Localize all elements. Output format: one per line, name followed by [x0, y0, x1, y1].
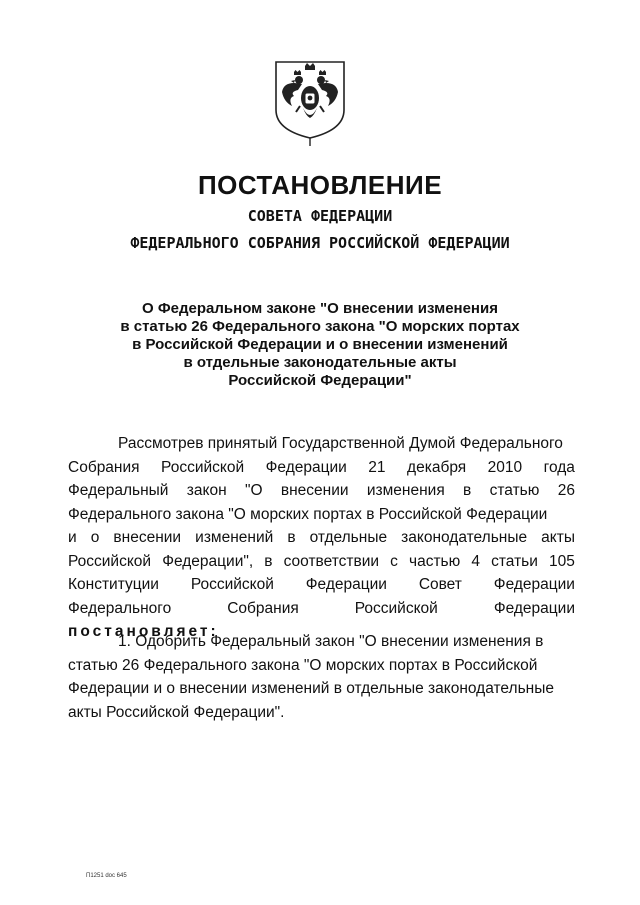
word: с — [390, 552, 398, 570]
coat-of-arms-emblem — [272, 58, 348, 148]
word: Федерации", — [162, 552, 254, 570]
document-subtitle-line1: СОВЕТА ФЕДЕРАЦИИ — [247, 207, 393, 225]
document-title: ПОСТАНОВЛЕНИЕ — [197, 170, 443, 200]
word: 26 — [557, 482, 575, 499]
word: о — [90, 529, 100, 546]
word: соответствии — [283, 552, 380, 570]
paragraph-line: Рассмотрев принятый Государственной Думой Федерального — [118, 435, 563, 452]
paragraph-line: Федерального закона "О морских портах в Российской Федерации — [68, 505, 548, 523]
word: Российской — [190, 576, 274, 593]
word: года — [543, 458, 575, 476]
word: Федерации — [493, 599, 575, 617]
paragraph-line: 1. Одобрить Федеральный закон "О внесении изменения в — [118, 633, 544, 650]
heading-line: в отдельные законодательные акты — [183, 354, 457, 371]
document-footer-code: П1251 doc 645 — [86, 873, 127, 879]
word: внесении — [113, 529, 182, 546]
heading-line: в статью 26 Федерального закона "О морских портах — [120, 318, 520, 335]
paragraph-line — [68, 526, 575, 550]
word: частью — [409, 552, 461, 570]
word: статьи — [491, 552, 538, 570]
resolves-word: постановляет: — [68, 623, 219, 640]
word: и — [68, 529, 77, 546]
word: Федерации — [493, 576, 575, 593]
word: 21 — [368, 458, 386, 476]
heading-line: О Федеральном законе "О внесении изменения — [142, 300, 498, 317]
word: Собрания — [227, 599, 299, 617]
word: в — [264, 552, 273, 570]
word: Федеральный — [68, 482, 169, 499]
paragraph-line: акты Российской Федерации". — [68, 703, 285, 721]
heading-line: Российской Федерации" — [228, 372, 412, 389]
word: в — [287, 529, 296, 546]
heading-line: в Российской Федерации и о внесении изменений — [132, 336, 508, 353]
word: 2010 — [487, 458, 523, 476]
paragraph-line — [68, 479, 575, 503]
word: Собрания — [68, 458, 140, 476]
paragraph-line: статью 26 Федерального закона "О морских портах в Российской — [68, 656, 538, 674]
word: Конституции — [68, 576, 159, 593]
word: Федерации — [265, 458, 347, 476]
word: изменений — [195, 529, 274, 546]
paragraph-line — [68, 597, 575, 621]
word: "О — [244, 482, 263, 499]
word: отдельные — [309, 529, 388, 546]
paragraph-clause-1 — [68, 630, 575, 724]
word: Российской — [161, 458, 245, 476]
word: статью — [489, 482, 540, 499]
document-subtitle-line2: ФЕДЕРАЛЬНОГО СОБРАНИЯ РОССИЙСКОЙ ФЕДЕРАЦИИ — [130, 234, 510, 252]
word: Федерации — [305, 576, 387, 593]
word: в — [463, 482, 472, 499]
coat-of-arms-double-headed-eagle-icon — [272, 58, 348, 148]
word: Совет — [418, 576, 462, 593]
word: внесении — [280, 482, 349, 499]
word: 105 — [549, 552, 575, 570]
word: Федерального — [68, 599, 172, 617]
word: 4 — [471, 552, 480, 570]
word: Российской — [354, 599, 438, 617]
paragraph-line — [68, 573, 575, 597]
paragraph-line: Федерации и о внесении изменений в отдельные законодательные — [68, 680, 554, 697]
word: акты — [541, 529, 575, 546]
resolution-heading — [100, 300, 540, 390]
word: декабря — [407, 458, 467, 476]
word: изменения — [366, 482, 445, 499]
word: законодательные — [401, 529, 528, 546]
paragraph-line — [68, 550, 575, 574]
word: закон — [186, 482, 227, 499]
word: Российской — [68, 552, 152, 570]
paragraph-preamble — [68, 432, 575, 644]
paragraph-line — [68, 456, 575, 480]
